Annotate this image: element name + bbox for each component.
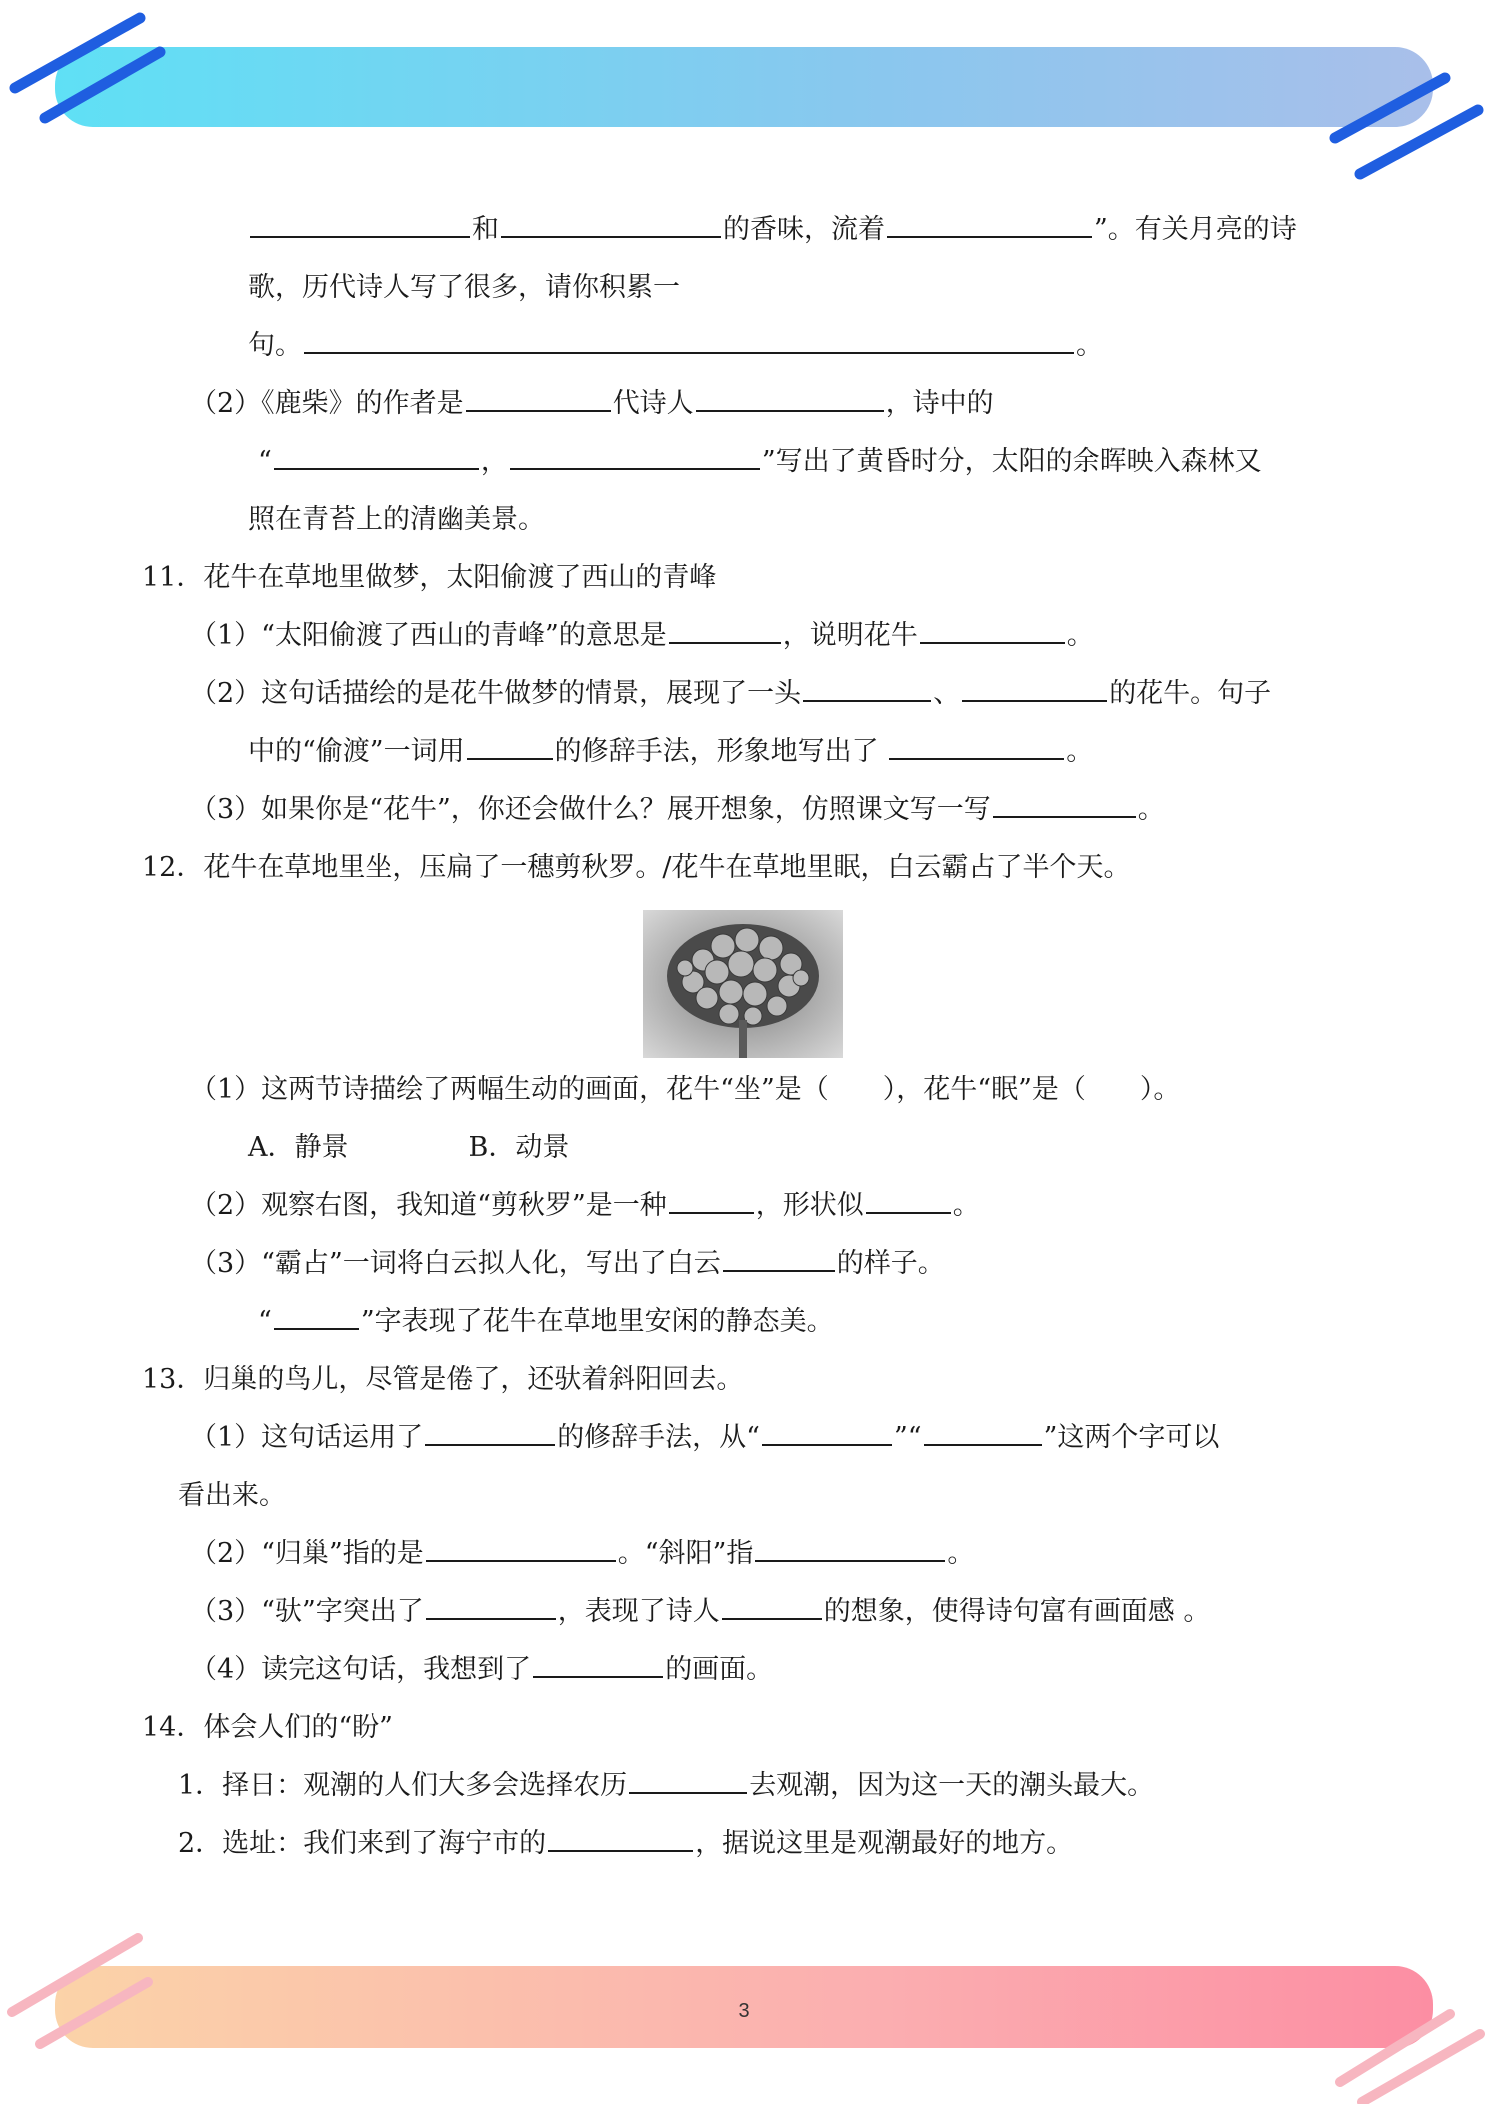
option-a: A．静景 (248, 1132, 349, 1163)
q13-1-line-2: 看出来。 (178, 1480, 286, 1511)
question-12: 12．花牛在草地里坐，压扁了一穗剪秋罗。/花牛在草地里眠，白云霸占了半个天。 (142, 852, 1131, 883)
q11-2: （2）这句话描绘的是花牛做梦的情景，展现了一头 、 的花牛。句子 (190, 674, 1271, 714)
q14-1: 1．择日：观潮的人们大多会选择农历 去观潮，因为这一天的潮头最大。 (178, 1766, 1154, 1806)
q12-1: （1）这两节诗描绘了两幅生动的画面，花牛“坐”是（ ），花牛“眠”是（ ）。 (190, 1074, 1181, 1105)
q13-3: （3）“驮”字突出了 ，表现了诗人 的想象，使得诗句富有画面感 。 (190, 1592, 1210, 1632)
question-13: 13．归巢的鸟儿，尽管是倦了，还驮着斜阳回去。 (142, 1364, 744, 1395)
q12-options (248, 1128, 569, 1168)
q13-1: （1）这句话运用了 的修辞手法，从“ ”“ ”这两个字可以 (190, 1418, 1219, 1458)
option-b: B．动景 (468, 1132, 570, 1163)
q12-3-line-2: “ ”字表现了花牛在草地里安闲的静态美。 (258, 1302, 834, 1342)
question-11: 11．花牛在草地里做梦，太阳偷渡了西山的青峰 (142, 562, 717, 593)
flower-image (643, 910, 843, 1058)
question-14: 14．体会人们的“盼” (142, 1712, 393, 1743)
line-2: 歌，历代诗人写了很多，请你积累一 (248, 272, 680, 303)
q10-2-line-2: “ ， ”写出了黄昏时分，太阳的余晖映入森林又 (258, 442, 1262, 482)
line-3: 句。 。 (248, 326, 1103, 366)
q11-2-line-2: 中的“偷渡”一词用 的修辞手法，形象地写出了 。 (248, 732, 1093, 772)
q13-4: （4）读完这句话，我想到了 的画面。 (190, 1650, 773, 1690)
q12-3: （3）“霸占”一词将白云拟人化，写出了白云 的样子。 (190, 1244, 945, 1284)
line-1: 和 的香味，流着 ”。有关月亮的诗 (248, 210, 1297, 250)
page-number: 3 (738, 2000, 750, 2022)
q11-3: （3）如果你是“花牛”，你还会做什么？展开想象，仿照课文写一写 。 (190, 790, 1165, 830)
q10-2: （2）《鹿柴》的作者是 代诗人 ，诗中的 (190, 384, 994, 424)
top-banner (0, 0, 1488, 200)
q11-1: （1）“太阳偷渡了西山的青峰”的意思是 ，说明花牛 。 (190, 616, 1094, 656)
q13-2: （2）“归巢”指的是 。“斜阳”指 。 (190, 1534, 974, 1574)
q10-2-line-3: 照在青苔上的清幽美景。 (248, 504, 545, 535)
q14-2: 2．选址：我们来到了海宁市的 ，据说这里是观潮最好的地方。 (178, 1824, 1073, 1864)
q12-2: （2）观察右图，我知道“剪秋罗”是一种 ，形状似 。 (190, 1186, 980, 1226)
